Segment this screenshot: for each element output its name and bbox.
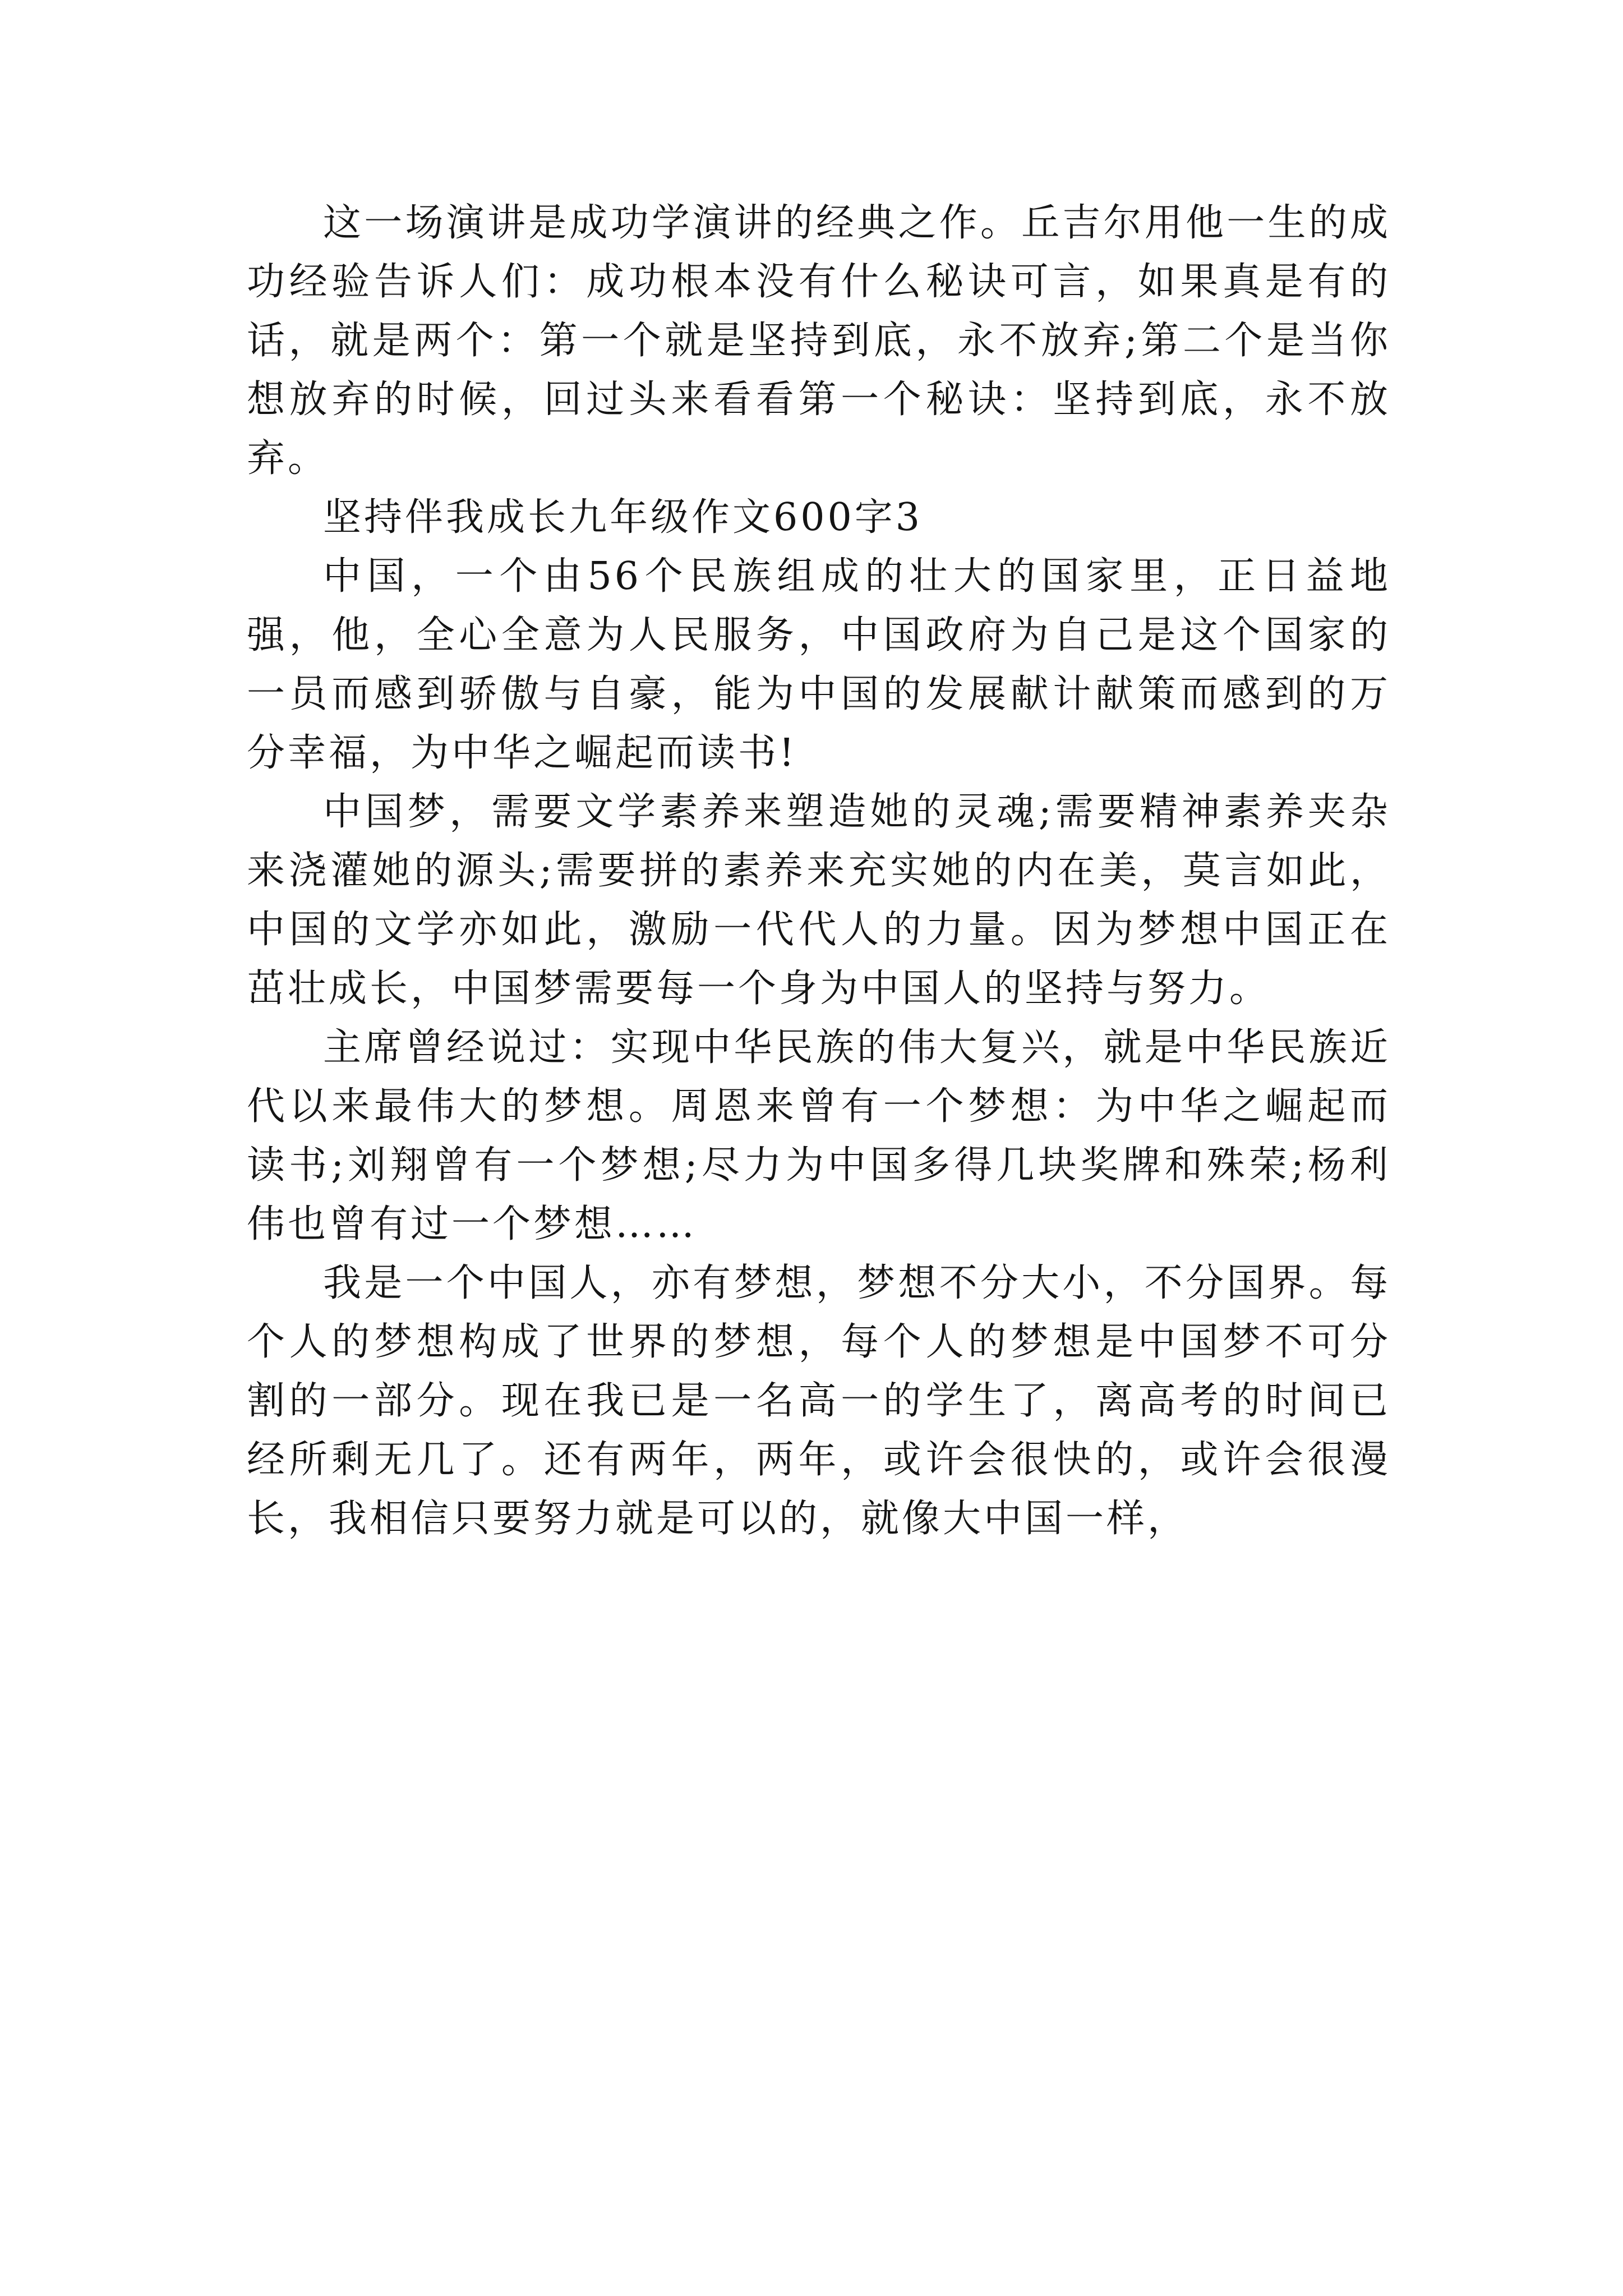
document-body (247, 194, 1391, 1548)
paragraph-chairman-quote: 主席曾经说过：实现中华民族的伟大复兴，就是中华民族近代以来最伟大的梦想。周恩来曾有一个梦想：为中华之崛起而读书;刘翔曾有一个梦想;尽力为中国多得几块奖牌和殊荣;杨利伟也曾有过一个梦想…… (247, 1025, 1391, 1246)
paragraph-china-dream: 中国梦，需要文学素养来塑造她的灵魂;需要精神素养夹杂来浇灌她的源头;需要拼的素养来充实她的内在美，莫言如此，中国的文学亦如此，激励一代代人的力量。因为梦想中国正在茁壮成长，中国梦需要每一个身为中国人的坚持与努力。 (247, 790, 1391, 1011)
paragraph-my-dream: 我是一个中国人，亦有梦想，梦想不分大小，不分国界。每个人的梦想构成了世界的梦想，每个人的梦想是中国梦不可分割的一部分。现在我已是一名高一的学生了，离高考的时间已经所剩无几了。还有两年，两年，或许会很快的，或许会很漫长，我相信只要努力就是可以的，就像大中国一样， (247, 1261, 1391, 1541)
paragraph-china-nation: 中国，一个由56个民族组成的壮大的国家里，正日益地强，他，全心全意为人民服务，中国政府为自己是这个国家的一员而感到骄傲与自豪，能为中国的发展献计献策而感到的万分幸福，为中华之崛起而读书! (247, 554, 1391, 775)
essay-title: 坚持伴我成长九年级作文600字3 (323, 495, 923, 540)
paragraph-churchill-speech: 这一场演讲是成功学演讲的经典之作。丘吉尔用他一生的成功经验告诉人们：成功根本没有什么秘诀可言，如果真是有的话，就是两个：第一个就是坚持到底，永不放弃;第二个是当你想放弃的时候，回过头来看看第一个秘诀：坚持到底，永不放弃。 (247, 201, 1391, 481)
